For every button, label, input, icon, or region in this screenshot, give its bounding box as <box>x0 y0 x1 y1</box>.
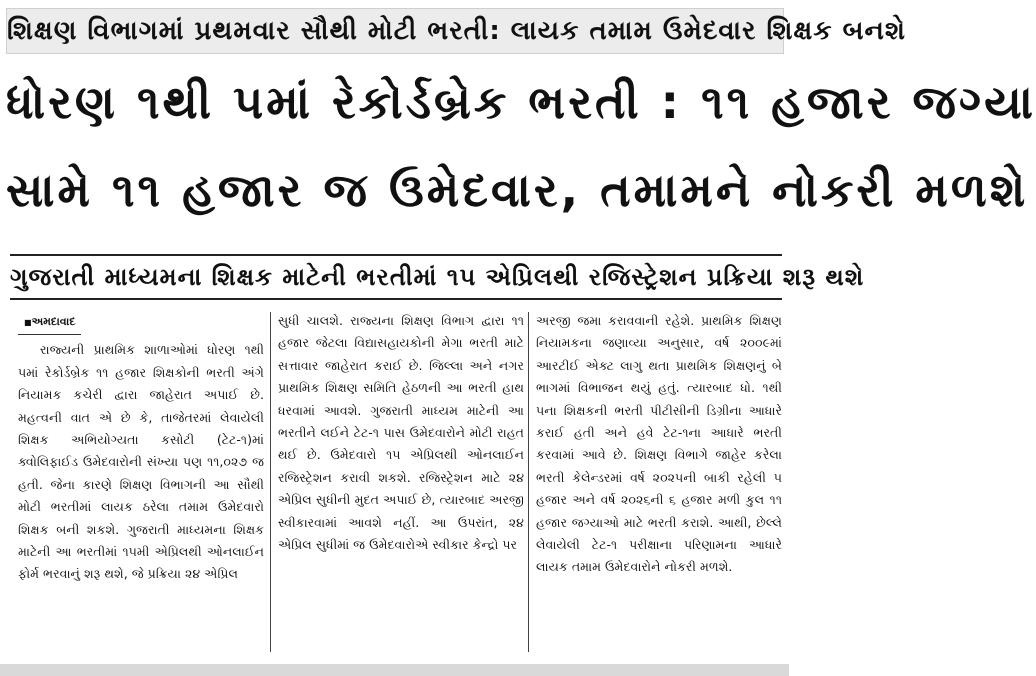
article-column-3 <box>536 310 782 658</box>
column-2-text: સુધી ચાલશે. રાજ્યના શિક્ષણ વિભાગ દ્વારા ૧૧ હજાર જેટલા વિદ્યાસહાયકોની મેગા ભરતી માટે સત્તાવાર જાહેરાત કરાઈ છે. જિલ્લા અને નગર પ્રાથમિક શિક્ષણ સમિતિ હેઠળની આ ભરતી હાથ ધરવામાં આવશે. ગુજરાતી માધ્યમ માટેની આ ભરતીને લઈને ટેટ-૧ પાસ ઉમેદવારોને મોટી રાહત થઈ છે. ઉમેદવારો ૧૫ એપ્રિલથી ઓનલાઈન રજિસ્ટ્રેશન કરાવી શકશે. રજિસ્ટ્રેશન માટે ૨૪ એપ્રિલ સુધીની મુદત અપાઈ છે, ત્યારબાદ અરજી સ્વીકારવામાં આવશે નહીં. આ ઉપરાંત, ૨૪ એપ્રિલ સુધીમાં જ ઉમેદવારોએ સ્વીકાર કેન્દ્રો પર <box>278 313 524 553</box>
dateline: ■ અમદાવાદ <box>18 311 81 335</box>
column-1-text: રાજ્યની પ્રાથમિક શાળાઓમાં ધોરણ ૧થી ૫માં રેકોર્ડબ્રેક ૧૧ હજાર શિક્ષકોની ભરતી અંગે નિયામક કચેરી દ્વારા જાહેરાત અપાઈ છે. મહત્વની વાત એ છે કે, તાજેતરમાં લેવાયેલી શિક્ષક અભિયોગ્યતા કસોટી (ટેટ-૧)માં ક્વોલિફાઈડ ઉમેદવારોની સંખ્યા પણ ૧૧,૦૨૭ જ હતી. જેના કારણે શિક્ષણ વિભાગની આ સૌથી મોટી ભરતીમાં લાયક ઠરેલા તમામ ઉમેદવારો શિક્ષક બની શકશે. ગુજરાતી માધ્યમના શિક્ષક માટેની આ ભરતીમાં ૧૫મી એપ્રિલથી ઓનલાઈન ફોર્મ ભરવાનું શરૂ થશે, જે પ્રક્રિયા ૨૪ એપ્રિલ <box>18 342 264 582</box>
column-divider <box>270 312 271 652</box>
page-bottom-edge <box>0 664 789 676</box>
column-3-text: અરજી જમા કરાવવાની રહેશે. પ્રાથમિક શિક્ષણ નિયામકના જણાવ્યા અનુસાર, વર્ષ ૨૦૦૯માં આરટીઈ એક્ટ લાગુ થતા પ્રાથમિક શિક્ષણનું બે ભાગમાં વિભાજન થયું હતું. ત્યારબાદ ધો. ૧થી ૫ના શિક્ષકની ભરતી પીટીસીની ડિગ્રીના આધારે કરાઈ હતી અને હવે ટેટ-૧ના આધારે ભરતી કરવામાં આવે છે. શિક્ષણ વિભાગે જાહેર કરેલા ભરતી કેલેન્ડરમાં વર્ષ ૨૦૨૫ની બાકી રહેલી ૫ હજાર અને વર્ષ ૨૦૨૬ની ૬ હજાર મળી કુલ ૧૧ હજાર જગ્યાઓ માટે ભરતી કરાશે. આથી, છેલ્લે લેવાયેલી ટેટ-૧ પરીક્ષાના પરિણામના આધારે લાયક તમામ ઉમેદવારોને નોકરી મળશે. <box>536 313 782 575</box>
article-column-1 <box>18 310 264 658</box>
subheadline: ગુજરાતી માધ્યમના શિક્ષક માટેની ભરતીમાં ૧૫ એપ્રિલથી રજિસ્ટ્રેશન પ્રક્રિયા શરૂ થશે <box>10 254 782 300</box>
headline-line-1: ધોરણ ૧થી ૫માં રેકોર્ડબ્રેક ભરતી : ૧૧ હજાર જગ્યા <box>6 75 1036 129</box>
headline-line-2: સામે ૧૧ હજાર જ ઉમેદવાર, તમામને નોકરી મળશે <box>6 163 1029 217</box>
kicker-text: શિક્ષણ વિભાગમાં પ્રથમવાર સૌથી મોટી ભરતી: લાયક તમામ ઉમેદવાર શિક્ષક બનશે <box>6 8 784 54</box>
article-column-2 <box>278 310 524 658</box>
column-divider <box>528 312 529 652</box>
kicker-banner <box>0 0 906 58</box>
